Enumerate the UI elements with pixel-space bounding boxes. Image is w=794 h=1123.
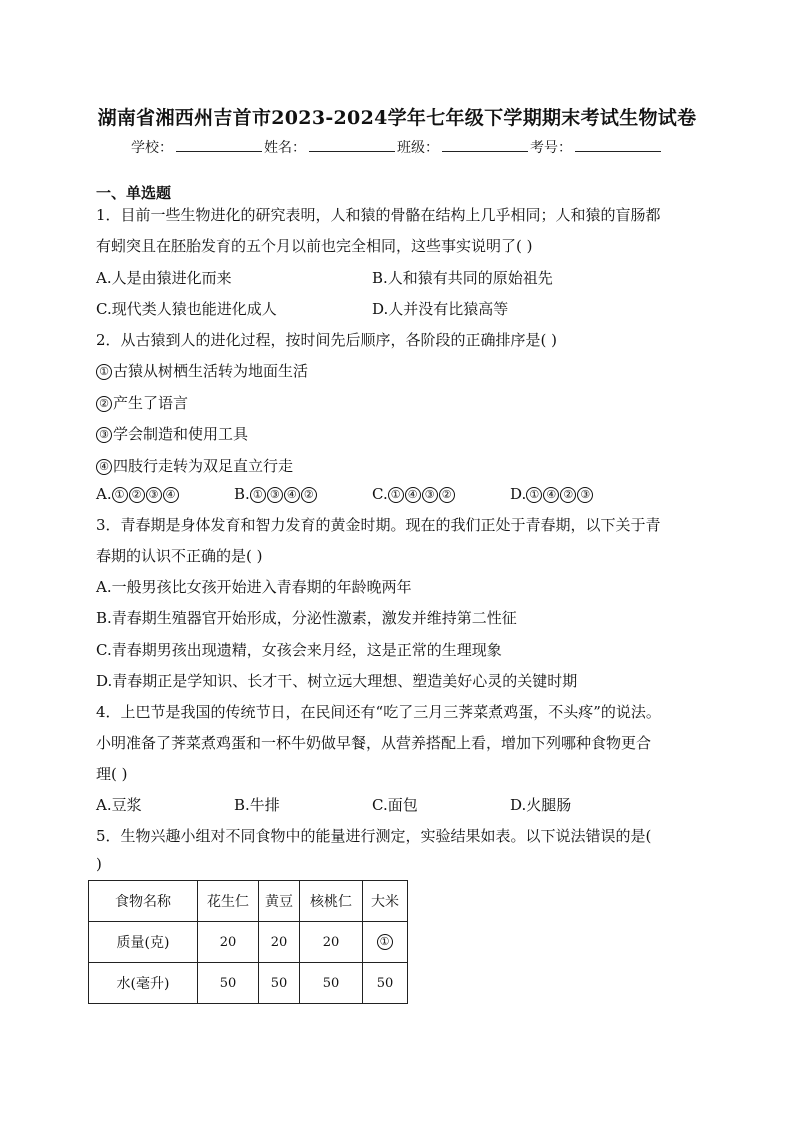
school-label: 学校： bbox=[131, 140, 173, 156]
table-row-label: 质量(克) bbox=[89, 922, 198, 963]
class-label: 班级： bbox=[397, 140, 439, 156]
q4-stem-line1: 4．上巴节是我国的传统节日，在民间还有“吃了三月三荠菜煮鸡蛋，不头疼”的说法。 bbox=[96, 703, 661, 721]
circled-number: ② bbox=[560, 487, 576, 503]
q4-option-c[interactable]: C.面包 bbox=[372, 796, 418, 814]
q4-option-d[interactable]: D.火腿肠 bbox=[510, 796, 572, 814]
option-letter: D. bbox=[510, 485, 527, 503]
class-blank[interactable] bbox=[442, 139, 528, 152]
q4-option-b[interactable]: B.牛排 bbox=[234, 796, 280, 814]
table-header-cell: 花生仁 bbox=[198, 881, 259, 922]
option-letter: C. bbox=[372, 485, 388, 503]
circled-number: ③ bbox=[422, 487, 438, 503]
circled-number: ④ bbox=[543, 487, 559, 503]
q2-option-b[interactable] bbox=[234, 485, 318, 503]
exam-title: 湖南省湘西州吉首市2023-2024学年七年级下学期期末考试生物试卷 bbox=[97, 107, 697, 129]
q1-stem-line2: 有蚓突且在胚胎发育的五个月以前也完全相同，这些事实说明了( ) bbox=[96, 237, 533, 255]
circled-number: ① bbox=[250, 487, 266, 503]
q2-item-text: 产生了语言 bbox=[113, 394, 189, 412]
q2-option-c[interactable] bbox=[372, 485, 456, 503]
circled-number: ④ bbox=[163, 487, 179, 503]
section-title: 一、单选题 bbox=[96, 184, 172, 202]
q3-option-d[interactable]: D.青春期正是学知识、长才干、树立远大理想、塑造美好心灵的关键时期 bbox=[96, 672, 578, 690]
name-blank[interactable] bbox=[309, 139, 395, 152]
name-label: 姓名： bbox=[264, 140, 306, 156]
q2-option-d[interactable] bbox=[510, 485, 594, 503]
circled-number: ④ bbox=[96, 459, 112, 475]
table-cell bbox=[363, 922, 408, 963]
table-cell: 20 bbox=[198, 922, 259, 963]
circled-number: ② bbox=[129, 487, 145, 503]
circled-number: ① bbox=[112, 487, 128, 503]
q5-stem-line1: 5．生物兴趣小组对不同食物中的能量进行测定，实验结果如表。以下说法错误的是( bbox=[96, 827, 652, 845]
q3-stem-line1: 3．青春期是身体发育和智力发育的黄金时期。现在的我们正处于青春期，以下关于青 bbox=[96, 516, 661, 534]
q3-option-a[interactable]: A.一般男孩比女孩开始进入青春期的年龄晚两年 bbox=[96, 578, 412, 596]
circled-number: ③ bbox=[267, 487, 283, 503]
table-row bbox=[89, 963, 408, 1004]
table-row bbox=[89, 922, 408, 963]
q4-option-a[interactable]: A.豆浆 bbox=[96, 796, 142, 814]
q2-item-text: 学会制造和使用工具 bbox=[113, 425, 249, 443]
q3-stem-line2: 春期的认识不正确的是( ) bbox=[96, 547, 263, 565]
table-row-label: 水(毫升) bbox=[89, 963, 198, 1004]
table-cell: 50 bbox=[363, 963, 408, 1004]
q2-item-text: 古猿从树栖生活转为地面生活 bbox=[113, 362, 309, 380]
q2-stem: 2．从古猿到人的进化过程，按时间先后顺序，各阶段的正确排序是( ) bbox=[96, 331, 558, 349]
circled-number: ① bbox=[526, 487, 542, 503]
q4-stem-line2: 小明准备了荠菜煮鸡蛋和一杯牛奶做早餐，从营养搭配上看，增加下列哪种食物更合 bbox=[96, 734, 652, 752]
table-cell: 50 bbox=[259, 963, 300, 1004]
circled-number: ④ bbox=[284, 487, 300, 503]
q4-stem-line3: 理( ) bbox=[96, 765, 128, 783]
table-header-row bbox=[89, 881, 408, 922]
table-header-cell: 大米 bbox=[363, 881, 408, 922]
circled-number: ② bbox=[439, 487, 455, 503]
table-header-cell: 核桃仁 bbox=[300, 881, 363, 922]
school-blank[interactable] bbox=[176, 139, 262, 152]
circled-number: ② bbox=[301, 487, 317, 503]
q2-item-2 bbox=[96, 392, 701, 413]
q1-option-a[interactable]: A.人是由猿进化而来 bbox=[96, 269, 232, 287]
circled-number: ② bbox=[96, 396, 112, 412]
circled-number: ④ bbox=[405, 487, 421, 503]
q2-item-4 bbox=[96, 455, 701, 476]
q3-option-b[interactable]: B.青春期生殖器官开始形成，分泌性激素，激发并维持第二性征 bbox=[96, 609, 517, 627]
table-cell: 50 bbox=[198, 963, 259, 1004]
q2-item-3 bbox=[96, 423, 701, 444]
table-cell: 20 bbox=[300, 922, 363, 963]
option-letter: B. bbox=[234, 485, 250, 503]
food-energy-table bbox=[88, 880, 408, 1004]
q1-option-d[interactable]: D.人并没有比猿高等 bbox=[372, 300, 509, 318]
q5-stem-line2: ) bbox=[96, 855, 102, 873]
circled-number: ① bbox=[96, 364, 112, 380]
table-header-cell: 黄豆 bbox=[259, 881, 300, 922]
table-cell: 20 bbox=[259, 922, 300, 963]
option-letter: A. bbox=[96, 485, 112, 503]
table-header-cell: 食物名称 bbox=[89, 881, 198, 922]
student-info-line bbox=[0, 137, 794, 157]
circled-number: ③ bbox=[96, 427, 112, 443]
circled-number: ① bbox=[388, 487, 404, 503]
id-blank[interactable] bbox=[575, 139, 661, 152]
circled-number: ③ bbox=[146, 487, 162, 503]
circled-number: ① bbox=[377, 934, 393, 950]
q2-item-text: 四肢行走转为双足直立行走 bbox=[113, 457, 294, 475]
table-cell: 50 bbox=[300, 963, 363, 1004]
q3-option-c[interactable]: C.青春期男孩出现遗精，女孩会来月经，这是正常的生理现象 bbox=[96, 641, 502, 659]
q1-option-b[interactable]: B.人和猿有共同的原始祖先 bbox=[372, 269, 553, 287]
q1-option-c[interactable]: C.现代类人猿也能进化成人 bbox=[96, 300, 277, 318]
circled-number: ③ bbox=[577, 487, 593, 503]
id-label: 考号： bbox=[530, 140, 572, 156]
q2-option-a[interactable] bbox=[96, 485, 180, 503]
q1-stem-line1: 1．目前一些生物进化的研究表明，人和猿的骨骼在结构上几乎相同；人和猿的盲肠都 bbox=[96, 206, 661, 224]
q2-item-1 bbox=[96, 360, 701, 381]
